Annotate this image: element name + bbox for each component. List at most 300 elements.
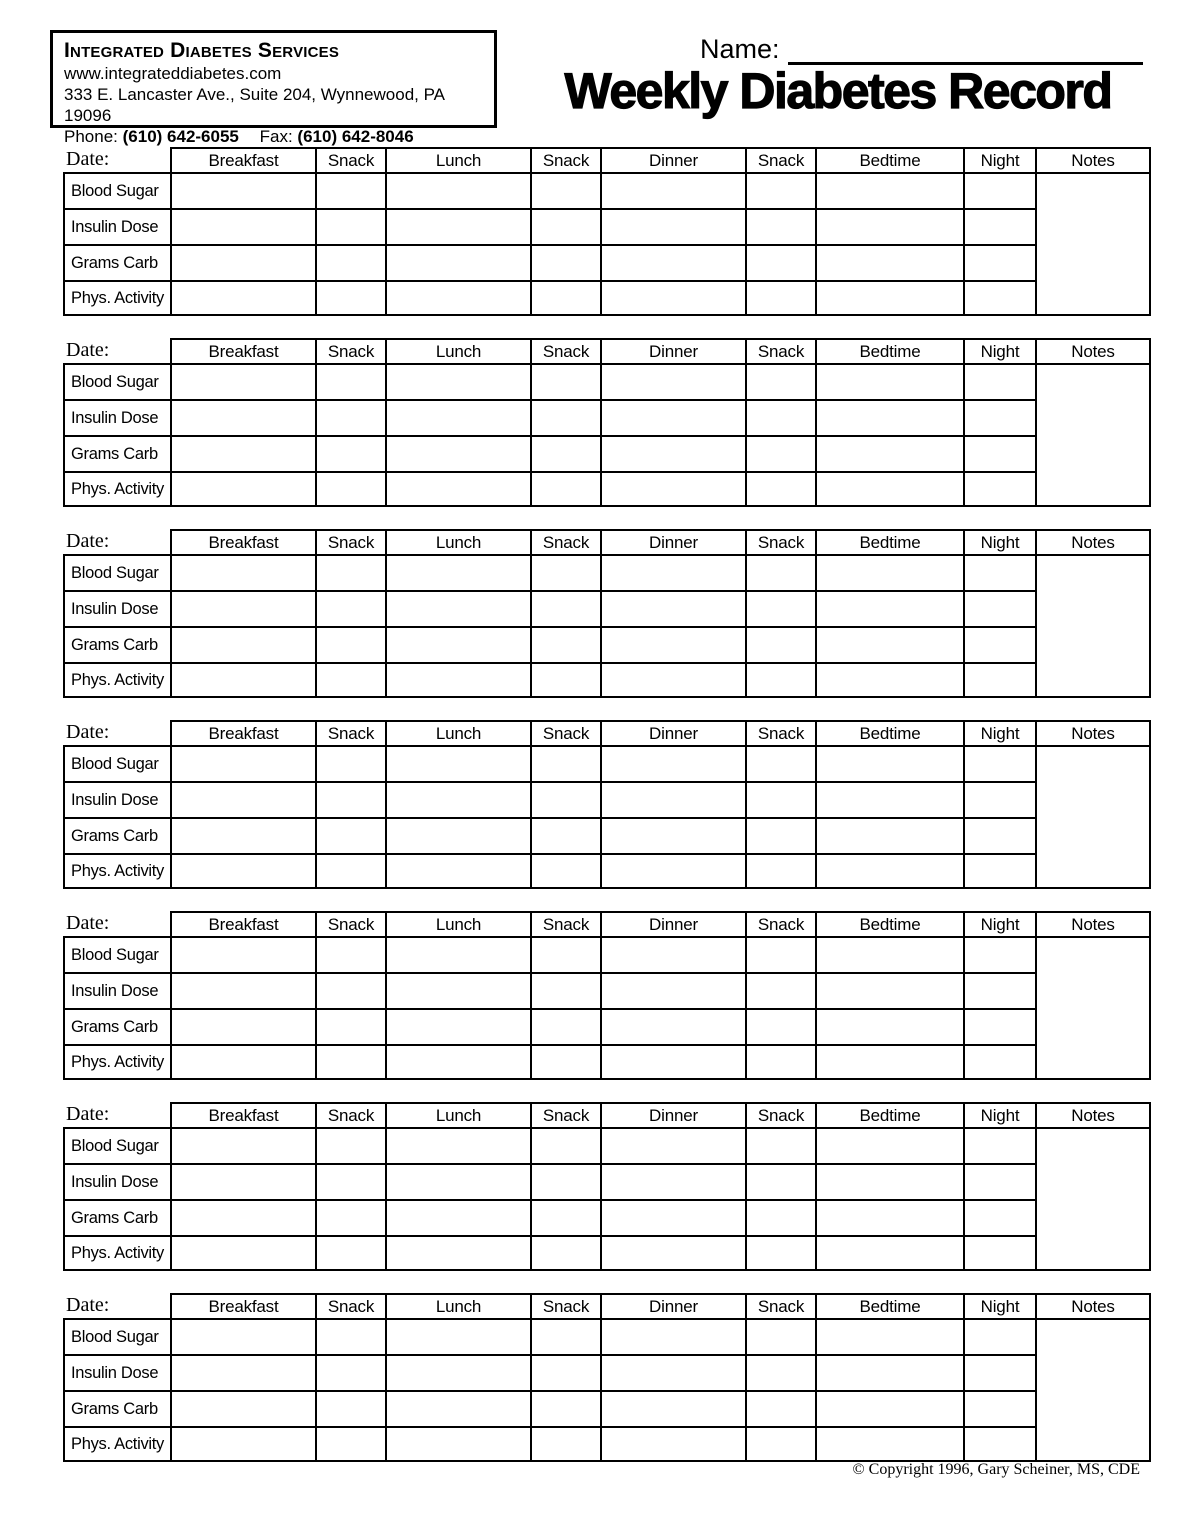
entry-cell-insulin-dose-snack-pm[interactable] (530, 399, 600, 435)
entry-cell-grams-carb-bedtime[interactable] (815, 1199, 963, 1235)
entry-cell-insulin-dose-snack-evening[interactable] (745, 781, 815, 817)
entry-cell-insulin-dose-snack-am[interactable] (315, 972, 385, 1008)
col-header-snack-evening: Snack (745, 338, 815, 363)
entry-cell-grams-carb-snack-evening[interactable] (745, 1390, 815, 1426)
entry-cell-phys-activity-dinner[interactable] (600, 853, 745, 889)
entry-cell-phys-activity-breakfast[interactable] (170, 471, 315, 507)
entry-cell-blood-sugar-night[interactable] (963, 1127, 1035, 1163)
entry-cell-phys-activity-snack-evening[interactable] (745, 471, 815, 507)
entry-cell-grams-carb-dinner[interactable] (600, 626, 745, 662)
entry-cell-blood-sugar-snack-evening[interactable] (745, 745, 815, 781)
entry-cell-blood-sugar-snack-evening[interactable] (745, 172, 815, 208)
entry-cell-blood-sugar-breakfast[interactable] (170, 554, 315, 590)
entry-cell-insulin-dose-breakfast[interactable] (170, 208, 315, 244)
col-header-notes: Notes (1035, 911, 1151, 936)
entry-cell-insulin-dose-night[interactable] (963, 208, 1035, 244)
entry-cell-grams-carb-night[interactable] (963, 435, 1035, 471)
notes-entry-cell[interactable] (1035, 172, 1151, 316)
entry-cell-insulin-dose-snack-am[interactable] (315, 781, 385, 817)
entry-cell-blood-sugar-bedtime[interactable] (815, 745, 963, 781)
row-label-grams-carb: Grams Carb (63, 817, 170, 853)
row-label-grams-carb: Grams Carb (63, 1199, 170, 1235)
entry-cell-insulin-dose-bedtime[interactable] (815, 208, 963, 244)
entry-cell-blood-sugar-snack-am[interactable] (315, 745, 385, 781)
notes-entry-cell[interactable] (1035, 936, 1151, 1080)
entry-cell-blood-sugar-lunch[interactable] (385, 1318, 530, 1354)
entry-cell-phys-activity-bedtime[interactable] (815, 1044, 963, 1080)
entry-cell-blood-sugar-dinner[interactable] (600, 1318, 745, 1354)
entry-cell-grams-carb-lunch[interactable] (385, 1199, 530, 1235)
entry-cell-insulin-dose-dinner[interactable] (600, 1354, 745, 1390)
entry-cell-grams-carb-dinner[interactable] (600, 435, 745, 471)
entry-cell-blood-sugar-bedtime[interactable] (815, 363, 963, 399)
entry-cell-insulin-dose-dinner[interactable] (600, 590, 745, 626)
entry-cell-blood-sugar-snack-am[interactable] (315, 172, 385, 208)
entry-cell-insulin-dose-bedtime[interactable] (815, 781, 963, 817)
name-fill-in-line[interactable] (788, 34, 1143, 65)
entry-cell-blood-sugar-dinner[interactable] (600, 172, 745, 208)
col-header-snack-evening: Snack (745, 147, 815, 172)
row-label-insulin-dose: Insulin Dose (63, 1163, 170, 1199)
entry-cell-grams-carb-snack-am[interactable] (315, 435, 385, 471)
row-label-grams-carb: Grams Carb (63, 244, 170, 280)
entry-cell-grams-carb-snack-am[interactable] (315, 244, 385, 280)
entry-cell-grams-carb-dinner[interactable] (600, 244, 745, 280)
entry-cell-grams-carb-snack-evening[interactable] (745, 626, 815, 662)
entry-cell-insulin-dose-snack-am[interactable] (315, 1354, 385, 1390)
entry-cell-phys-activity-night[interactable] (963, 1044, 1035, 1080)
entry-cell-grams-carb-night[interactable] (963, 1390, 1035, 1426)
entry-cell-insulin-dose-snack-am[interactable] (315, 399, 385, 435)
col-header-dinner: Dinner (600, 1293, 745, 1318)
row-label-phys-activity: Phys. Activity (63, 1235, 170, 1271)
entry-cell-phys-activity-breakfast[interactable] (170, 1426, 315, 1462)
entry-cell-grams-carb-breakfast[interactable] (170, 1199, 315, 1235)
entry-cell-blood-sugar-dinner[interactable] (600, 554, 745, 590)
entry-cell-grams-carb-breakfast[interactable] (170, 435, 315, 471)
col-header-notes: Notes (1035, 147, 1151, 172)
date-label: Date: (66, 912, 110, 934)
entry-cell-insulin-dose-night[interactable] (963, 590, 1035, 626)
entry-cell-blood-sugar-snack-pm[interactable] (530, 1127, 600, 1163)
entry-cell-grams-carb-bedtime[interactable] (815, 1390, 963, 1426)
entry-cell-phys-activity-snack-pm[interactable] (530, 1426, 600, 1462)
notes-entry-cell[interactable] (1035, 745, 1151, 889)
clinic-info-box (50, 30, 497, 146)
entry-cell-insulin-dose-snack-pm[interactable] (530, 208, 600, 244)
row-label-insulin-dose: Insulin Dose (63, 972, 170, 1008)
tables-wrap (63, 147, 1151, 1484)
entry-cell-grams-carb-breakfast[interactable] (170, 1390, 315, 1426)
notes-entry-cell[interactable] (1035, 1318, 1151, 1462)
row-label-insulin-dose: Insulin Dose (63, 781, 170, 817)
entry-cell-insulin-dose-breakfast[interactable] (170, 399, 315, 435)
date-label: Date: (66, 148, 110, 170)
entry-cell-grams-carb-lunch[interactable] (385, 1008, 530, 1044)
entry-cell-grams-carb-lunch[interactable] (385, 626, 530, 662)
entry-cell-phys-activity-dinner[interactable] (600, 280, 745, 316)
entry-cell-grams-carb-dinner[interactable] (600, 1199, 745, 1235)
entry-cell-insulin-dose-night[interactable] (963, 1163, 1035, 1199)
entry-cell-grams-carb-night[interactable] (963, 1008, 1035, 1044)
entry-cell-grams-carb-breakfast[interactable] (170, 1008, 315, 1044)
entry-cell-blood-sugar-night[interactable] (963, 554, 1035, 590)
week-day-table (63, 529, 1151, 698)
entry-cell-insulin-dose-snack-am[interactable] (315, 1163, 385, 1199)
entry-cell-grams-carb-breakfast[interactable] (170, 626, 315, 662)
entry-cell-grams-carb-snack-am[interactable] (315, 1008, 385, 1044)
entry-cell-blood-sugar-night[interactable] (963, 745, 1035, 781)
entry-cell-insulin-dose-dinner[interactable] (600, 972, 745, 1008)
entry-cell-phys-activity-dinner[interactable] (600, 1044, 745, 1080)
entry-cell-phys-activity-dinner[interactable] (600, 1235, 745, 1271)
entry-cell-grams-carb-night[interactable] (963, 244, 1035, 280)
entry-cell-phys-activity-snack-am[interactable] (315, 1044, 385, 1080)
entry-cell-insulin-dose-bedtime[interactable] (815, 590, 963, 626)
notes-entry-cell[interactable] (1035, 363, 1151, 507)
entry-cell-blood-sugar-snack-pm[interactable] (530, 554, 600, 590)
row-label-blood-sugar: Blood Sugar (63, 936, 170, 972)
col-header-lunch: Lunch (385, 1102, 530, 1127)
entry-cell-grams-carb-bedtime[interactable] (815, 1008, 963, 1044)
entry-cell-phys-activity-lunch[interactable] (385, 662, 530, 698)
entry-cell-grams-carb-snack-evening[interactable] (745, 435, 815, 471)
entry-cell-blood-sugar-dinner[interactable] (600, 745, 745, 781)
entry-cell-grams-carb-snack-pm[interactable] (530, 626, 600, 662)
entry-cell-phys-activity-breakfast[interactable] (170, 1044, 315, 1080)
col-header-lunch: Lunch (385, 529, 530, 554)
entry-cell-phys-activity-snack-evening[interactable] (745, 853, 815, 889)
entry-cell-blood-sugar-breakfast[interactable] (170, 936, 315, 972)
entry-cell-blood-sugar-snack-am[interactable] (315, 936, 385, 972)
entry-cell-phys-activity-bedtime[interactable] (815, 280, 963, 316)
entry-cell-grams-carb-dinner[interactable] (600, 1390, 745, 1426)
entry-cell-phys-activity-snack-am[interactable] (315, 1235, 385, 1271)
entry-cell-grams-carb-dinner[interactable] (600, 817, 745, 853)
col-header-night: Night (963, 338, 1035, 363)
notes-entry-cell[interactable] (1035, 554, 1151, 698)
col-header-dinner: Dinner (600, 1102, 745, 1127)
entry-cell-phys-activity-snack-am[interactable] (315, 280, 385, 316)
entry-cell-phys-activity-breakfast[interactable] (170, 280, 315, 316)
entry-cell-phys-activity-snack-pm[interactable] (530, 662, 600, 698)
entry-cell-blood-sugar-snack-pm[interactable] (530, 172, 600, 208)
entry-cell-blood-sugar-snack-am[interactable] (315, 363, 385, 399)
entry-cell-insulin-dose-snack-evening[interactable] (745, 208, 815, 244)
col-header-snack-am: Snack (315, 338, 385, 363)
entry-cell-phys-activity-bedtime[interactable] (815, 1426, 963, 1462)
entry-cell-blood-sugar-breakfast[interactable] (170, 172, 315, 208)
entry-cell-grams-carb-lunch[interactable] (385, 244, 530, 280)
entry-cell-blood-sugar-lunch[interactable] (385, 363, 530, 399)
entry-cell-phys-activity-snack-pm[interactable] (530, 280, 600, 316)
col-header-dinner: Dinner (600, 529, 745, 554)
entry-cell-insulin-dose-snack-pm[interactable] (530, 1163, 600, 1199)
entry-cell-blood-sugar-night[interactable] (963, 172, 1035, 208)
entry-cell-blood-sugar-night[interactable] (963, 1318, 1035, 1354)
entry-cell-phys-activity-lunch[interactable] (385, 1235, 530, 1271)
entry-cell-insulin-dose-lunch[interactable] (385, 399, 530, 435)
entry-cell-blood-sugar-bedtime[interactable] (815, 172, 963, 208)
entry-cell-phys-activity-lunch[interactable] (385, 1426, 530, 1462)
entry-cell-grams-carb-snack-am[interactable] (315, 1199, 385, 1235)
entry-cell-grams-carb-lunch[interactable] (385, 435, 530, 471)
entry-cell-grams-carb-night[interactable] (963, 626, 1035, 662)
col-header-lunch: Lunch (385, 1293, 530, 1318)
entry-cell-grams-carb-snack-pm[interactable] (530, 1199, 600, 1235)
entry-cell-grams-carb-snack-evening[interactable] (745, 1008, 815, 1044)
entry-cell-phys-activity-snack-evening[interactable] (745, 1044, 815, 1080)
clinic-phone-fax-line (64, 126, 484, 147)
week-day-table (63, 147, 1151, 316)
entry-cell-insulin-dose-night[interactable] (963, 972, 1035, 1008)
entry-cell-phys-activity-lunch[interactable] (385, 853, 530, 889)
entry-cell-insulin-dose-snack-pm[interactable] (530, 972, 600, 1008)
phone-number: (610) 642-6055 (122, 127, 239, 146)
entry-cell-grams-carb-bedtime[interactable] (815, 435, 963, 471)
entry-cell-insulin-dose-bedtime[interactable] (815, 399, 963, 435)
entry-cell-blood-sugar-lunch[interactable] (385, 172, 530, 208)
entry-cell-insulin-dose-night[interactable] (963, 781, 1035, 817)
entry-cell-phys-activity-snack-am[interactable] (315, 662, 385, 698)
col-header-bedtime: Bedtime (815, 529, 963, 554)
entry-cell-insulin-dose-lunch[interactable] (385, 208, 530, 244)
entry-cell-grams-carb-lunch[interactable] (385, 817, 530, 853)
entry-cell-grams-carb-snack-pm[interactable] (530, 244, 600, 280)
entry-cell-blood-sugar-snack-pm[interactable] (530, 936, 600, 972)
entry-cell-insulin-dose-dinner[interactable] (600, 1163, 745, 1199)
col-header-snack-pm: Snack (530, 529, 600, 554)
entry-cell-blood-sugar-bedtime[interactable] (815, 554, 963, 590)
row-label-blood-sugar: Blood Sugar (63, 554, 170, 590)
entry-cell-phys-activity-dinner[interactable] (600, 471, 745, 507)
col-header-bedtime: Bedtime (815, 147, 963, 172)
row-label-phys-activity: Phys. Activity (63, 853, 170, 889)
col-header-bedtime: Bedtime (815, 1293, 963, 1318)
entry-cell-blood-sugar-bedtime[interactable] (815, 936, 963, 972)
col-header-night: Night (963, 529, 1035, 554)
entry-cell-grams-carb-night[interactable] (963, 817, 1035, 853)
entry-cell-insulin-dose-snack-evening[interactable] (745, 1163, 815, 1199)
col-header-breakfast: Breakfast (170, 720, 315, 745)
col-header-lunch: Lunch (385, 911, 530, 936)
entry-cell-phys-activity-bedtime[interactable] (815, 1235, 963, 1271)
entry-cell-insulin-dose-snack-evening[interactable] (745, 1354, 815, 1390)
entry-cell-insulin-dose-bedtime[interactable] (815, 1163, 963, 1199)
entry-cell-blood-sugar-dinner[interactable] (600, 363, 745, 399)
row-label-phys-activity: Phys. Activity (63, 471, 170, 507)
entry-cell-blood-sugar-dinner[interactable] (600, 936, 745, 972)
entry-cell-phys-activity-snack-evening[interactable] (745, 1235, 815, 1271)
entry-cell-phys-activity-night[interactable] (963, 662, 1035, 698)
entry-cell-grams-carb-snack-pm[interactable] (530, 817, 600, 853)
entry-cell-grams-carb-bedtime[interactable] (815, 244, 963, 280)
col-header-snack-pm: Snack (530, 911, 600, 936)
entry-cell-phys-activity-dinner[interactable] (600, 1426, 745, 1462)
entry-cell-insulin-dose-dinner[interactable] (600, 781, 745, 817)
col-header-notes: Notes (1035, 1102, 1151, 1127)
entry-cell-blood-sugar-snack-evening[interactable] (745, 1318, 815, 1354)
entry-cell-blood-sugar-snack-am[interactable] (315, 1318, 385, 1354)
entry-cell-phys-activity-snack-pm[interactable] (530, 1044, 600, 1080)
entry-cell-phys-activity-snack-pm[interactable] (530, 471, 600, 507)
entry-cell-phys-activity-breakfast[interactable] (170, 1235, 315, 1271)
entry-cell-grams-carb-snack-am[interactable] (315, 626, 385, 662)
entry-cell-grams-carb-breakfast[interactable] (170, 244, 315, 280)
entry-cell-insulin-dose-snack-pm[interactable] (530, 590, 600, 626)
entry-cell-grams-carb-night[interactable] (963, 1199, 1035, 1235)
entry-cell-phys-activity-snack-am[interactable] (315, 853, 385, 889)
name-row (700, 34, 1143, 65)
entry-cell-blood-sugar-snack-evening[interactable] (745, 1127, 815, 1163)
entry-cell-phys-activity-snack-am[interactable] (315, 471, 385, 507)
entry-cell-grams-carb-bedtime[interactable] (815, 817, 963, 853)
entry-cell-blood-sugar-lunch[interactable] (385, 554, 530, 590)
entry-cell-insulin-dose-breakfast[interactable] (170, 781, 315, 817)
entry-cell-phys-activity-breakfast[interactable] (170, 853, 315, 889)
entry-cell-insulin-dose-breakfast[interactable] (170, 590, 315, 626)
entry-cell-blood-sugar-snack-pm[interactable] (530, 1318, 600, 1354)
row-label-insulin-dose: Insulin Dose (63, 1354, 170, 1390)
col-header-night: Night (963, 720, 1035, 745)
entry-cell-insulin-dose-night[interactable] (963, 1354, 1035, 1390)
entry-cell-phys-activity-night[interactable] (963, 280, 1035, 316)
entry-cell-phys-activity-bedtime[interactable] (815, 471, 963, 507)
col-header-lunch: Lunch (385, 338, 530, 363)
entry-cell-grams-carb-dinner[interactable] (600, 1008, 745, 1044)
entry-cell-grams-carb-breakfast[interactable] (170, 817, 315, 853)
entry-cell-grams-carb-snack-evening[interactable] (745, 817, 815, 853)
clinic-name: Integrated Diabetes Services (64, 39, 340, 62)
entry-cell-grams-carb-lunch[interactable] (385, 1390, 530, 1426)
entry-cell-insulin-dose-night[interactable] (963, 399, 1035, 435)
entry-cell-insulin-dose-lunch[interactable] (385, 972, 530, 1008)
week-day-table (63, 1293, 1151, 1462)
col-header-breakfast: Breakfast (170, 911, 315, 936)
entry-cell-blood-sugar-dinner[interactable] (600, 1127, 745, 1163)
entry-cell-blood-sugar-breakfast[interactable] (170, 745, 315, 781)
entry-cell-phys-activity-breakfast[interactable] (170, 662, 315, 698)
entry-cell-blood-sugar-bedtime[interactable] (815, 1127, 963, 1163)
entry-cell-phys-activity-night[interactable] (963, 1426, 1035, 1462)
col-header-snack-pm: Snack (530, 338, 600, 363)
entry-cell-insulin-dose-dinner[interactable] (600, 399, 745, 435)
entry-cell-insulin-dose-snack-am[interactable] (315, 208, 385, 244)
entry-cell-phys-activity-lunch[interactable] (385, 280, 530, 316)
entry-cell-blood-sugar-snack-evening[interactable] (745, 936, 815, 972)
entry-cell-blood-sugar-snack-pm[interactable] (530, 363, 600, 399)
date-label: Date: (66, 530, 110, 552)
row-label-blood-sugar: Blood Sugar (63, 1318, 170, 1354)
entry-cell-grams-carb-bedtime[interactable] (815, 626, 963, 662)
entry-cell-insulin-dose-snack-evening[interactable] (745, 972, 815, 1008)
row-label-phys-activity: Phys. Activity (63, 662, 170, 698)
col-header-breakfast: Breakfast (170, 1102, 315, 1127)
entry-cell-phys-activity-snack-am[interactable] (315, 1426, 385, 1462)
entry-cell-blood-sugar-snack-evening[interactable] (745, 363, 815, 399)
entry-cell-phys-activity-snack-pm[interactable] (530, 853, 600, 889)
entry-cell-phys-activity-snack-evening[interactable] (745, 662, 815, 698)
entry-cell-phys-activity-night[interactable] (963, 471, 1035, 507)
entry-cell-phys-activity-night[interactable] (963, 853, 1035, 889)
entry-cell-grams-carb-snack-pm[interactable] (530, 1008, 600, 1044)
row-label-phys-activity: Phys. Activity (63, 1426, 170, 1462)
entry-cell-blood-sugar-snack-am[interactable] (315, 554, 385, 590)
row-label-insulin-dose: Insulin Dose (63, 590, 170, 626)
phone-label: Phone: (64, 127, 118, 146)
entry-cell-phys-activity-lunch[interactable] (385, 471, 530, 507)
entry-cell-grams-carb-snack-evening[interactable] (745, 244, 815, 280)
entry-cell-blood-sugar-bedtime[interactable] (815, 1318, 963, 1354)
entry-cell-insulin-dose-bedtime[interactable] (815, 972, 963, 1008)
copyright-note: © Copyright 1996, Gary Scheiner, MS, CDE (852, 1461, 1140, 1478)
entry-cell-blood-sugar-breakfast[interactable] (170, 1318, 315, 1354)
col-header-snack-evening: Snack (745, 911, 815, 936)
entry-cell-insulin-dose-lunch[interactable] (385, 590, 530, 626)
entry-cell-phys-activity-bedtime[interactable] (815, 853, 963, 889)
entry-cell-phys-activity-snack-evening[interactable] (745, 280, 815, 316)
entry-cell-insulin-dose-bedtime[interactable] (815, 1354, 963, 1390)
entry-cell-insulin-dose-breakfast[interactable] (170, 1354, 315, 1390)
entry-cell-insulin-dose-snack-pm[interactable] (530, 1354, 600, 1390)
entry-cell-insulin-dose-dinner[interactable] (600, 208, 745, 244)
entry-cell-insulin-dose-lunch[interactable] (385, 781, 530, 817)
col-header-notes: Notes (1035, 529, 1151, 554)
col-header-night: Night (963, 1293, 1035, 1318)
entry-cell-insulin-dose-snack-evening[interactable] (745, 590, 815, 626)
clinic-address: 333 E. Lancaster Ave., Suite 204, Wynnewood, PA 19096 (64, 85, 445, 125)
col-header-snack-am: Snack (315, 911, 385, 936)
entry-cell-insulin-dose-snack-am[interactable] (315, 590, 385, 626)
week-day-table (63, 911, 1151, 1080)
entry-cell-blood-sugar-night[interactable] (963, 363, 1035, 399)
entry-cell-insulin-dose-breakfast[interactable] (170, 1163, 315, 1199)
entry-cell-phys-activity-snack-evening[interactable] (745, 1426, 815, 1462)
col-header-bedtime: Bedtime (815, 338, 963, 363)
entry-cell-insulin-dose-lunch[interactable] (385, 1354, 530, 1390)
date-label: Date: (66, 721, 110, 743)
entry-cell-insulin-dose-snack-evening[interactable] (745, 399, 815, 435)
entry-cell-grams-carb-snack-evening[interactable] (745, 1199, 815, 1235)
entry-cell-phys-activity-dinner[interactable] (600, 662, 745, 698)
entry-cell-blood-sugar-lunch[interactable] (385, 1127, 530, 1163)
entry-cell-phys-activity-bedtime[interactable] (815, 662, 963, 698)
entry-cell-insulin-dose-lunch[interactable] (385, 1163, 530, 1199)
entry-cell-blood-sugar-snack-evening[interactable] (745, 554, 815, 590)
notes-entry-cell[interactable] (1035, 1127, 1151, 1271)
entry-cell-phys-activity-snack-pm[interactable] (530, 1235, 600, 1271)
entry-cell-blood-sugar-lunch[interactable] (385, 936, 530, 972)
col-header-snack-pm: Snack (530, 1293, 600, 1318)
row-label-blood-sugar: Blood Sugar (63, 1127, 170, 1163)
entry-cell-phys-activity-night[interactable] (963, 1235, 1035, 1271)
entry-cell-blood-sugar-snack-pm[interactable] (530, 745, 600, 781)
week-day-table (63, 338, 1151, 507)
entry-cell-blood-sugar-lunch[interactable] (385, 745, 530, 781)
entry-cell-blood-sugar-snack-am[interactable] (315, 1127, 385, 1163)
entry-cell-phys-activity-lunch[interactable] (385, 1044, 530, 1080)
entry-cell-grams-carb-snack-am[interactable] (315, 1390, 385, 1426)
entry-cell-insulin-dose-breakfast[interactable] (170, 972, 315, 1008)
entry-cell-grams-carb-snack-am[interactable] (315, 817, 385, 853)
entry-cell-blood-sugar-breakfast[interactable] (170, 1127, 315, 1163)
entry-cell-grams-carb-snack-pm[interactable] (530, 1390, 600, 1426)
entry-cell-insulin-dose-snack-pm[interactable] (530, 781, 600, 817)
entry-cell-blood-sugar-night[interactable] (963, 936, 1035, 972)
entry-cell-grams-carb-snack-pm[interactable] (530, 435, 600, 471)
entry-cell-blood-sugar-breakfast[interactable] (170, 363, 315, 399)
col-header-breakfast: Breakfast (170, 147, 315, 172)
